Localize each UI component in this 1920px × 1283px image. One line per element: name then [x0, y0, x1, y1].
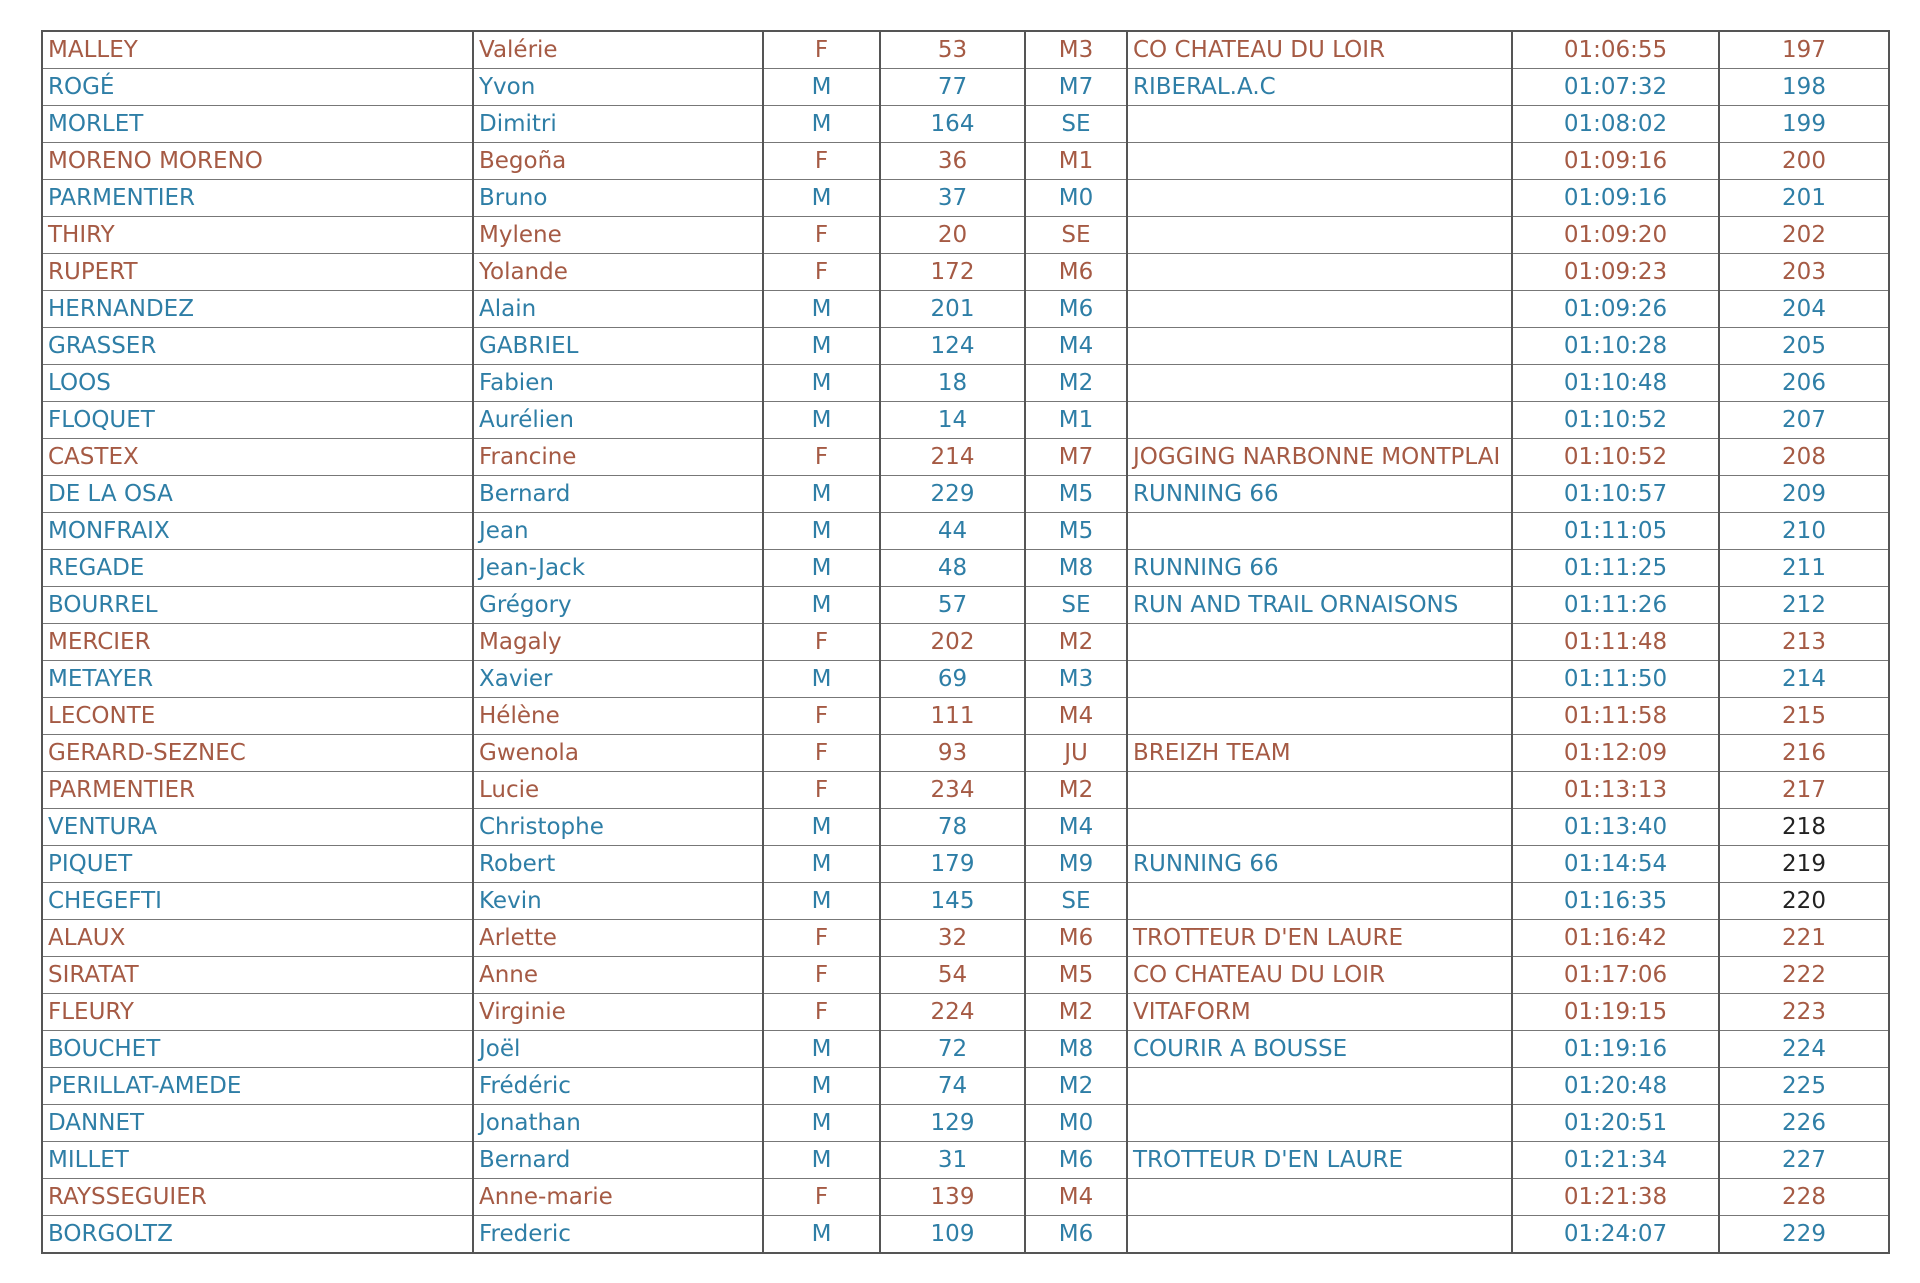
club-cell: CO CHATEAU DU LOIR [1127, 957, 1512, 994]
time-cell: 01:09:16 [1512, 143, 1719, 180]
club-cell [1127, 1179, 1512, 1216]
time-cell: 01:11:26 [1512, 587, 1719, 624]
category-cell: SE [1025, 587, 1127, 624]
table-row [42, 735, 1889, 772]
firstname-cell: Xavier [473, 661, 763, 698]
rank-cell: 227 [1719, 1142, 1889, 1179]
lastname-cell: MONFRAIX [42, 513, 473, 550]
lastname-cell: METAYER [42, 661, 473, 698]
bib-cell: 172 [880, 254, 1025, 291]
table-row [42, 1179, 1889, 1216]
sex-cell: F [763, 254, 880, 291]
lastname-cell: RAYSSEGUIER [42, 1179, 473, 1216]
club-cell [1127, 143, 1512, 180]
bib-cell: 93 [880, 735, 1025, 772]
club-cell: CO CHATEAU DU LOIR [1127, 31, 1512, 69]
table-row [42, 1216, 1889, 1254]
rank-cell: 222 [1719, 957, 1889, 994]
sex-cell: F [763, 31, 880, 69]
category-cell: M6 [1025, 1216, 1127, 1254]
rank-cell: 229 [1719, 1216, 1889, 1254]
sex-cell: F [763, 143, 880, 180]
bib-cell: 201 [880, 291, 1025, 328]
firstname-cell: Virginie [473, 994, 763, 1031]
category-cell: M2 [1025, 1068, 1127, 1105]
time-cell: 01:07:32 [1512, 69, 1719, 106]
bib-cell: 229 [880, 476, 1025, 513]
rank-cell: 215 [1719, 698, 1889, 735]
sex-cell: M [763, 846, 880, 883]
lastname-cell: ALAUX [42, 920, 473, 957]
time-cell: 01:19:15 [1512, 994, 1719, 1031]
firstname-cell: Magaly [473, 624, 763, 661]
category-cell: M2 [1025, 365, 1127, 402]
table-row [42, 106, 1889, 143]
rank-cell: 201 [1719, 180, 1889, 217]
bib-cell: 124 [880, 328, 1025, 365]
bib-cell: 20 [880, 217, 1025, 254]
club-cell: COURIR A BOUSSE [1127, 1031, 1512, 1068]
firstname-cell: Gwenola [473, 735, 763, 772]
rank-cell: 205 [1719, 328, 1889, 365]
category-cell: SE [1025, 217, 1127, 254]
sex-cell: F [763, 735, 880, 772]
category-cell: M2 [1025, 624, 1127, 661]
firstname-cell: Kevin [473, 883, 763, 920]
table-row [42, 698, 1889, 735]
firstname-cell: Begoña [473, 143, 763, 180]
rank-cell: 207 [1719, 402, 1889, 439]
rank-cell: 221 [1719, 920, 1889, 957]
club-cell [1127, 328, 1512, 365]
rank-cell: 212 [1719, 587, 1889, 624]
time-cell: 01:09:23 [1512, 254, 1719, 291]
club-cell: BREIZH TEAM [1127, 735, 1512, 772]
time-cell: 01:08:02 [1512, 106, 1719, 143]
firstname-cell: Bruno [473, 180, 763, 217]
lastname-cell: MERCIER [42, 624, 473, 661]
lastname-cell: ROGÉ [42, 69, 473, 106]
lastname-cell: MILLET [42, 1142, 473, 1179]
firstname-cell: GABRIEL [473, 328, 763, 365]
rank-cell: 210 [1719, 513, 1889, 550]
sex-cell: F [763, 624, 880, 661]
firstname-cell: Lucie [473, 772, 763, 809]
sex-cell: M [763, 106, 880, 143]
lastname-cell: PIQUET [42, 846, 473, 883]
rank-cell: 223 [1719, 994, 1889, 1031]
category-cell: M0 [1025, 180, 1127, 217]
rank-cell: 199 [1719, 106, 1889, 143]
table-row [42, 291, 1889, 328]
rank-cell: 197 [1719, 31, 1889, 69]
bib-cell: 18 [880, 365, 1025, 402]
sex-cell: F [763, 772, 880, 809]
sex-cell: M [763, 402, 880, 439]
lastname-cell: LECONTE [42, 698, 473, 735]
rank-cell: 228 [1719, 1179, 1889, 1216]
firstname-cell: Mylene [473, 217, 763, 254]
club-cell: RUNNING 66 [1127, 846, 1512, 883]
sex-cell: F [763, 994, 880, 1031]
firstname-cell: Fabien [473, 365, 763, 402]
club-cell: TROTTEUR D'EN LAURE [1127, 1142, 1512, 1179]
club-cell [1127, 772, 1512, 809]
time-cell: 01:09:16 [1512, 180, 1719, 217]
table-row [42, 1031, 1889, 1068]
category-cell: M9 [1025, 846, 1127, 883]
sex-cell: M [763, 883, 880, 920]
bib-cell: 53 [880, 31, 1025, 69]
time-cell: 01:16:35 [1512, 883, 1719, 920]
rank-cell: 204 [1719, 291, 1889, 328]
club-cell: VITAFORM [1127, 994, 1512, 1031]
firstname-cell: Dimitri [473, 106, 763, 143]
category-cell: M2 [1025, 994, 1127, 1031]
time-cell: 01:14:54 [1512, 846, 1719, 883]
bib-cell: 78 [880, 809, 1025, 846]
firstname-cell: Valérie [473, 31, 763, 69]
club-cell [1127, 513, 1512, 550]
sex-cell: M [763, 1142, 880, 1179]
bib-cell: 234 [880, 772, 1025, 809]
club-cell: RUN AND TRAIL ORNAISONS [1127, 587, 1512, 624]
time-cell: 01:10:48 [1512, 365, 1719, 402]
sex-cell: F [763, 957, 880, 994]
table-row [42, 31, 1889, 69]
lastname-cell: CHEGEFTI [42, 883, 473, 920]
firstname-cell: Frederic [473, 1216, 763, 1254]
firstname-cell: Anne [473, 957, 763, 994]
category-cell: M8 [1025, 550, 1127, 587]
table-row [42, 69, 1889, 106]
club-cell [1127, 1105, 1512, 1142]
category-cell: SE [1025, 106, 1127, 143]
firstname-cell: Christophe [473, 809, 763, 846]
firstname-cell: Aurélien [473, 402, 763, 439]
firstname-cell: Francine [473, 439, 763, 476]
bib-cell: 48 [880, 550, 1025, 587]
lastname-cell: DANNET [42, 1105, 473, 1142]
firstname-cell: Grégory [473, 587, 763, 624]
lastname-cell: MALLEY [48, 37, 138, 63]
time-cell: 01:06:55 [1512, 31, 1719, 69]
sex-cell: M [763, 291, 880, 328]
time-cell: 01:21:38 [1512, 1179, 1719, 1216]
table-row [42, 217, 1889, 254]
bib-cell: 111 [880, 698, 1025, 735]
firstname-cell: Jean [473, 513, 763, 550]
rank-cell: 220 [1719, 883, 1889, 920]
firstname-cell: Jonathan [473, 1105, 763, 1142]
lastname-cell: THIRY [42, 217, 473, 254]
firstname-cell: Jean-Jack [473, 550, 763, 587]
sex-cell: M [763, 1068, 880, 1105]
bib-cell: 224 [880, 994, 1025, 1031]
table-row [42, 846, 1889, 883]
category-cell: M3 [1025, 661, 1127, 698]
time-cell: 01:11:05 [1512, 513, 1719, 550]
sex-cell: M [763, 661, 880, 698]
firstname-cell: Yvon [473, 69, 763, 106]
club-cell [1127, 883, 1512, 920]
table-row [42, 476, 1889, 513]
table-row [42, 439, 1889, 476]
rank-cell: 200 [1719, 143, 1889, 180]
rank-cell: 225 [1719, 1068, 1889, 1105]
club-cell [1127, 180, 1512, 217]
time-cell: 01:10:52 [1512, 439, 1719, 476]
table-row [42, 883, 1889, 920]
club-cell [1127, 106, 1512, 143]
rank-cell: 219 [1719, 846, 1889, 883]
time-cell: 01:09:20 [1512, 217, 1719, 254]
time-cell: 01:11:58 [1512, 698, 1719, 735]
category-cell: M6 [1025, 254, 1127, 291]
rank-cell: 213 [1719, 624, 1889, 661]
rank-cell: 206 [1719, 365, 1889, 402]
lastname-cell: PARMENTIER [42, 772, 473, 809]
lastname-cell: CASTEX [42, 439, 473, 476]
results-body [42, 31, 1889, 1253]
time-cell: 01:10:57 [1512, 476, 1719, 513]
table-row [42, 365, 1889, 402]
category-cell: M5 [1025, 957, 1127, 994]
lastname-cell: BOUCHET [42, 1031, 473, 1068]
sex-cell: M [763, 476, 880, 513]
category-cell: M6 [1025, 291, 1127, 328]
category-cell: M4 [1025, 328, 1127, 365]
lastname-cell: DE LA OSA [42, 476, 473, 513]
category-cell: M4 [1025, 698, 1127, 735]
category-cell: M2 [1025, 772, 1127, 809]
rank-cell: 202 [1719, 217, 1889, 254]
time-cell: 01:11:25 [1512, 550, 1719, 587]
club-cell [1127, 254, 1512, 291]
table-row [42, 550, 1889, 587]
time-cell: 01:24:07 [1512, 1216, 1719, 1254]
firstname-cell: Anne-marie [473, 1179, 763, 1216]
rank-cell: 224 [1719, 1031, 1889, 1068]
firstname-cell: Bernard [473, 476, 763, 513]
club-cell [1127, 698, 1512, 735]
club-cell [1127, 217, 1512, 254]
bib-cell: 77 [880, 69, 1025, 106]
lastname-cell: FLOQUET [42, 402, 473, 439]
table-row [42, 920, 1889, 957]
lastname-cell: VENTURA [42, 809, 473, 846]
bib-cell: 179 [880, 846, 1025, 883]
club-cell [1127, 624, 1512, 661]
bib-cell: 54 [880, 957, 1025, 994]
sex-cell: M [763, 587, 880, 624]
bib-cell: 14 [880, 402, 1025, 439]
category-cell: M5 [1025, 513, 1127, 550]
category-cell: JU [1025, 735, 1127, 772]
rank-cell: 214 [1719, 661, 1889, 698]
table-row [42, 1105, 1889, 1142]
club-cell: RIBERAL.A.C [1127, 69, 1512, 106]
table-row [42, 661, 1889, 698]
category-cell: M4 [1025, 809, 1127, 846]
category-cell: M3 [1025, 31, 1127, 69]
time-cell: 01:20:48 [1512, 1068, 1719, 1105]
club-cell [1127, 365, 1512, 402]
bib-cell: 37 [880, 180, 1025, 217]
lastname-cell: RUPERT [42, 254, 473, 291]
bib-cell: 57 [880, 587, 1025, 624]
results-table [41, 30, 1890, 1254]
table-row [42, 254, 1889, 291]
firstname-cell: Alain [473, 291, 763, 328]
club-cell [1127, 1068, 1512, 1105]
rank-cell: 208 [1719, 439, 1889, 476]
table-row [42, 328, 1889, 365]
lastname-cell: PERILLAT-AMEDE [42, 1068, 473, 1105]
bib-cell: 32 [880, 920, 1025, 957]
table-row [42, 180, 1889, 217]
time-cell: 01:13:13 [1512, 772, 1719, 809]
table-row [42, 624, 1889, 661]
sex-cell: F [763, 439, 880, 476]
category-cell: M0 [1025, 1105, 1127, 1142]
firstname-cell: Yolande [473, 254, 763, 291]
category-cell: M7 [1025, 69, 1127, 106]
lastname-cell: MORLET [42, 106, 473, 143]
sex-cell: M [763, 1031, 880, 1068]
club-cell [1127, 1216, 1512, 1254]
time-cell: 01:17:06 [1512, 957, 1719, 994]
sex-cell: M [763, 809, 880, 846]
club-cell [1127, 402, 1512, 439]
bib-cell: 109 [880, 1216, 1025, 1254]
bib-cell: 164 [880, 106, 1025, 143]
sex-cell: F [763, 217, 880, 254]
time-cell: 01:11:50 [1512, 661, 1719, 698]
rank-cell: 203 [1719, 254, 1889, 291]
table-row [42, 513, 1889, 550]
bib-cell: 214 [880, 439, 1025, 476]
firstname-cell: Hélène [473, 698, 763, 735]
category-cell: M4 [1025, 1179, 1127, 1216]
category-cell: M5 [1025, 476, 1127, 513]
lastname-cell: GERARD-SEZNEC [42, 735, 473, 772]
lastname-cell: HERNANDEZ [42, 291, 473, 328]
time-cell: 01:10:28 [1512, 328, 1719, 365]
rank-cell: 218 [1719, 809, 1889, 846]
club-cell [1127, 291, 1512, 328]
category-cell: M7 [1025, 439, 1127, 476]
time-cell: 01:16:42 [1512, 920, 1719, 957]
table-row [42, 994, 1889, 1031]
bib-cell: 74 [880, 1068, 1025, 1105]
sex-cell: M [763, 69, 880, 106]
lastname-cell: BOURREL [42, 587, 473, 624]
sex-cell: M [763, 1105, 880, 1142]
lastname-cell: REGADE [42, 550, 473, 587]
rank-cell: 217 [1719, 772, 1889, 809]
lastname-cell: GRASSER [42, 328, 473, 365]
bib-cell: 31 [880, 1142, 1025, 1179]
time-cell: 01:19:16 [1512, 1031, 1719, 1068]
sex-cell: M [763, 328, 880, 365]
firstname-cell: Bernard [473, 1142, 763, 1179]
table-row [42, 402, 1889, 439]
sex-cell: M [763, 365, 880, 402]
firstname-cell: Joël [473, 1031, 763, 1068]
time-cell: 01:09:26 [1512, 291, 1719, 328]
category-cell: M1 [1025, 143, 1127, 180]
time-cell: 01:10:52 [1512, 402, 1719, 439]
category-cell: M6 [1025, 1142, 1127, 1179]
rank-cell: 226 [1719, 1105, 1889, 1142]
sex-cell: M [763, 513, 880, 550]
bib-cell: 36 [880, 143, 1025, 180]
lastname-cell: MORENO MORENO [42, 143, 473, 180]
lastname-cell: FLEURY [42, 994, 473, 1031]
category-cell: SE [1025, 883, 1127, 920]
bib-cell: 129 [880, 1105, 1025, 1142]
sex-cell: M [763, 550, 880, 587]
bib-cell: 72 [880, 1031, 1025, 1068]
time-cell: 01:11:48 [1512, 624, 1719, 661]
rank-cell: 198 [1719, 69, 1889, 106]
table-row [42, 809, 1889, 846]
lastname-cell: SIRATAT [42, 957, 473, 994]
lastname-cell: BORGOLTZ [42, 1216, 473, 1254]
table-row [42, 587, 1889, 624]
club-cell: JOGGING NARBONNE MONTPLAI [1127, 439, 1512, 476]
time-cell: 01:13:40 [1512, 809, 1719, 846]
sex-cell: M [763, 1216, 880, 1254]
lastname-cell: LOOS [42, 365, 473, 402]
sex-cell: F [763, 920, 880, 957]
table-row [42, 1068, 1889, 1105]
rank-cell: 209 [1719, 476, 1889, 513]
rank-cell: 216 [1719, 735, 1889, 772]
firstname-cell: Robert [473, 846, 763, 883]
category-cell: M6 [1025, 920, 1127, 957]
time-cell: 01:20:51 [1512, 1105, 1719, 1142]
time-cell: 01:12:09 [1512, 735, 1719, 772]
category-cell: M8 [1025, 1031, 1127, 1068]
sex-cell: M [763, 180, 880, 217]
bib-cell: 44 [880, 513, 1025, 550]
firstname-cell: Arlette [473, 920, 763, 957]
table-row [42, 772, 1889, 809]
sex-cell: F [763, 1179, 880, 1216]
club-cell: RUNNING 66 [1127, 476, 1512, 513]
firstname-cell: Frédéric [473, 1068, 763, 1105]
table-row [42, 957, 1889, 994]
table-row [42, 143, 1889, 180]
rank-cell: 211 [1719, 550, 1889, 587]
table-row [42, 1142, 1889, 1179]
bib-cell: 69 [880, 661, 1025, 698]
sex-cell: F [763, 698, 880, 735]
club-cell: TROTTEUR D'EN LAURE [1127, 920, 1512, 957]
bib-cell: 145 [880, 883, 1025, 920]
club-cell [1127, 661, 1512, 698]
lastname-cell: PARMENTIER [42, 180, 473, 217]
time-cell: 01:21:34 [1512, 1142, 1719, 1179]
category-cell: M1 [1025, 402, 1127, 439]
club-cell [1127, 809, 1512, 846]
bib-cell: 139 [880, 1179, 1025, 1216]
bib-cell: 202 [880, 624, 1025, 661]
club-cell: RUNNING 66 [1127, 550, 1512, 587]
